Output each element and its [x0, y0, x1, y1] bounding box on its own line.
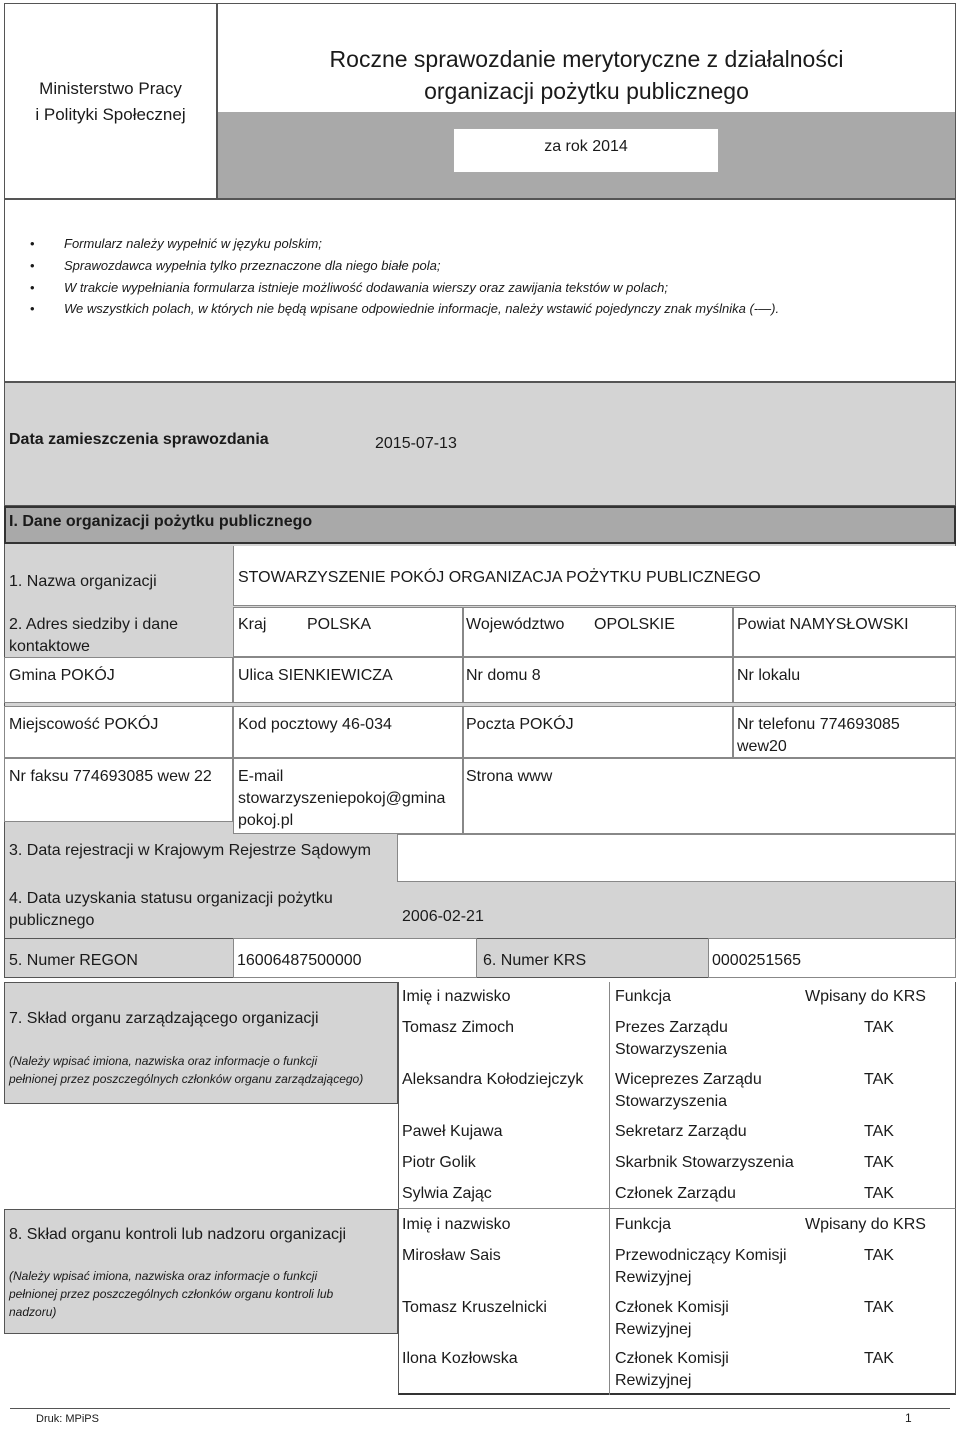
member-role	[615, 1297, 729, 1341]
supervision-note-line1: (Należy wpisać imiona, nazwiska oraz informacje o funkcji	[9, 1269, 318, 1283]
member-name: Piotr Golik	[402, 1154, 476, 1171]
member-role	[615, 1245, 787, 1289]
member-name: Tomasz Kruszelnicki	[402, 1299, 547, 1316]
supervision-header-name: Imię i nazwisko	[402, 1216, 511, 1233]
table-row	[402, 1121, 503, 1143]
website-label: Strona www	[466, 768, 553, 785]
ministry-line1: Ministerstwo Pracy	[39, 79, 182, 98]
member-role-line1: Członek Komisji	[615, 1350, 729, 1367]
krs-registration-label: 3. Data rejestracji w Krajowym Rejestrze Sądowym	[9, 842, 371, 859]
email-line1: stowarzyszeniepokoj@gmina	[238, 790, 446, 807]
country-label: Kraj	[238, 616, 267, 633]
member-name: Sylwia Zając	[402, 1185, 492, 1202]
member-name: Ilona Kozłowska	[402, 1350, 518, 1367]
supervision-col-divider	[609, 1209, 610, 1395]
member-krs: TAK	[864, 1247, 894, 1264]
supervision-note-line2: pełnionej przez poszczególnych członków organu kontroli lub	[9, 1287, 334, 1301]
member-role-line2: Stowarzyszenia	[615, 1093, 728, 1110]
management-label: 7. Skład organu zarządzającego organizacji	[9, 1010, 319, 1027]
member-name: Mirosław Sais	[402, 1247, 501, 1264]
ministry-name	[4, 78, 217, 126]
publication-date: 2015-07-13	[375, 435, 457, 452]
krs-label: 6. Numer KRS	[483, 952, 587, 969]
year-value: za rok 2014	[544, 138, 628, 155]
member-role-line1: Członek Komisji	[615, 1299, 729, 1316]
regon-value: 16006487500000	[237, 952, 362, 969]
status-date: 2006-02-21	[402, 908, 484, 925]
member-role-line1: Prezes Zarządu	[615, 1019, 728, 1036]
member-role-line2: Rewizyjnej	[615, 1372, 692, 1389]
member-role-line1: Wiceprezes Zarządu	[615, 1071, 762, 1088]
member-krs: TAK	[864, 1350, 894, 1367]
member-role	[615, 1069, 762, 1113]
print-label: Druk: MPiPS	[36, 1413, 99, 1425]
city-value: Miejscowość POKÓJ	[9, 716, 159, 733]
krs-registration-field[interactable]	[397, 834, 956, 882]
voivodeship-label: Województwo	[466, 616, 565, 633]
postal-code-value: Kod pocztowy 46-034	[238, 716, 392, 733]
management-header-krs: Wpisany do KRS	[805, 988, 926, 1005]
member-role-line1: Przewodniczący Komisji	[615, 1247, 787, 1264]
member-krs: TAK	[864, 1123, 894, 1140]
fax-value: Nr faksu 774693085 wew 22	[9, 768, 212, 785]
table-row	[402, 1297, 547, 1319]
management-note-line1: (Należy wpisać imiona, nazwiska oraz informacje o funkcji	[9, 1054, 318, 1068]
supervision-note-line3: nadzoru)	[9, 1305, 57, 1319]
regon-label: 5. Numer REGON	[9, 952, 138, 969]
supervision-header-role: Funkcja	[615, 1216, 672, 1233]
instruction-item: • Formularz należy wypełnić w języku polskim;	[64, 236, 322, 251]
member-name: Paweł Kujawa	[402, 1123, 503, 1140]
member-role-line2: Rewizyjnej	[615, 1321, 692, 1338]
member-role-line2: Rewizyjnej	[615, 1269, 692, 1286]
house-number-value: Nr domu 8	[466, 667, 541, 684]
table-row	[402, 1348, 518, 1370]
supervision-label: 8. Skład organu kontroli lub nadzoru organizacji	[9, 1226, 347, 1243]
status-label	[9, 888, 333, 932]
management-col-divider	[609, 982, 610, 1209]
section1-title: I. Dane organizacji pożytku publicznego	[9, 513, 313, 530]
management-header-name: Imię i nazwisko	[402, 988, 511, 1005]
post-office-value: Poczta POKÓJ	[466, 716, 574, 733]
publication-label: Data zamieszczenia sprawozdania	[9, 431, 269, 448]
table-row	[402, 1183, 492, 1205]
address-label-text: 2. Adres siedziby i dane kontaktowe	[9, 616, 178, 655]
instruction-item: • W trakcie wypełniania formularza istnieje możliwość dodawania wierszy oraz zawijania tekstów w polach;	[64, 280, 668, 295]
phone-line2: wew20	[737, 738, 787, 755]
instruction-item: • Sprawozdawca wypełnia tylko przeznaczone dla niego białe pola;	[64, 258, 441, 273]
table-row	[402, 1069, 583, 1091]
status-label-line1: 4. Data uzyskania statusu organizacji pożytku	[9, 890, 333, 907]
member-name: Tomasz Zimoch	[402, 1019, 515, 1036]
ministry-line2: i Polityki Społecznej	[35, 105, 186, 124]
phone-value	[737, 714, 900, 758]
address-label	[9, 614, 224, 658]
member-krs: TAK	[864, 1154, 894, 1171]
form-title-line1: Roczne sprawozdanie merytoryczne z działalności	[329, 46, 844, 72]
status-label-line2: publicznego	[9, 912, 95, 929]
country-value: POLSKA	[307, 616, 372, 633]
form-title-line2: organizacji pożytku publicznego	[424, 78, 749, 104]
table-row	[402, 1245, 501, 1267]
member-role: Sekretarz Zarządu	[615, 1123, 747, 1140]
table-row	[402, 1017, 514, 1039]
instruction-item: • We wszystkich polach, w których nie będą wpisane odpowiednie informacje, należy wstawić pojedynczy znak myślnika (-—).	[64, 301, 779, 316]
management-note-line2: pełnionej przez poszczególnych członków organu zarządzającego)	[9, 1072, 364, 1086]
member-name: Aleksandra Kołodziejczyk	[402, 1071, 584, 1088]
member-krs: TAK	[864, 1071, 894, 1088]
email-label: E-mail	[238, 768, 284, 785]
email-value	[238, 766, 445, 832]
apartment-value: Nr lokalu	[737, 667, 801, 684]
supervision-header-krs: Wpisany do KRS	[805, 1216, 926, 1233]
management-note	[9, 1052, 363, 1088]
org-name-label: 1. Nazwa organizacji	[9, 573, 157, 590]
email-line2: pokoj.pl	[238, 812, 294, 829]
page-number: 1	[905, 1411, 912, 1425]
commune-value: Gmina POKÓJ	[9, 667, 115, 684]
member-krs: TAK	[864, 1019, 894, 1036]
county-value: Powiat NAMYSŁOWSKI	[737, 616, 909, 633]
member-role: Skarbnik Stowarzyszenia	[615, 1154, 794, 1171]
street-value: Ulica SIENKIEWICZA	[238, 667, 393, 684]
footer-line	[10, 1408, 950, 1409]
member-krs: TAK	[864, 1185, 894, 1202]
member-role-line2: Stowarzyszenia	[615, 1041, 728, 1058]
table-row	[402, 1152, 476, 1174]
krs-value: 0000251565	[712, 952, 801, 969]
management-header-role: Funkcja	[615, 988, 672, 1005]
member-krs: TAK	[864, 1299, 894, 1316]
org-name-value: STOWARZYSZENIE POKÓJ ORGANIZACJA POŻYTKU PUBLICZNEGO	[238, 569, 761, 586]
phone-line1: Nr telefonu 774693085	[737, 716, 900, 733]
member-role	[615, 1348, 729, 1392]
member-role	[615, 1017, 728, 1061]
voivodeship-value: OPOLSKIE	[594, 616, 675, 633]
supervision-note	[9, 1267, 333, 1321]
form-title	[218, 43, 955, 107]
member-role: Członek Zarządu	[615, 1185, 736, 1202]
